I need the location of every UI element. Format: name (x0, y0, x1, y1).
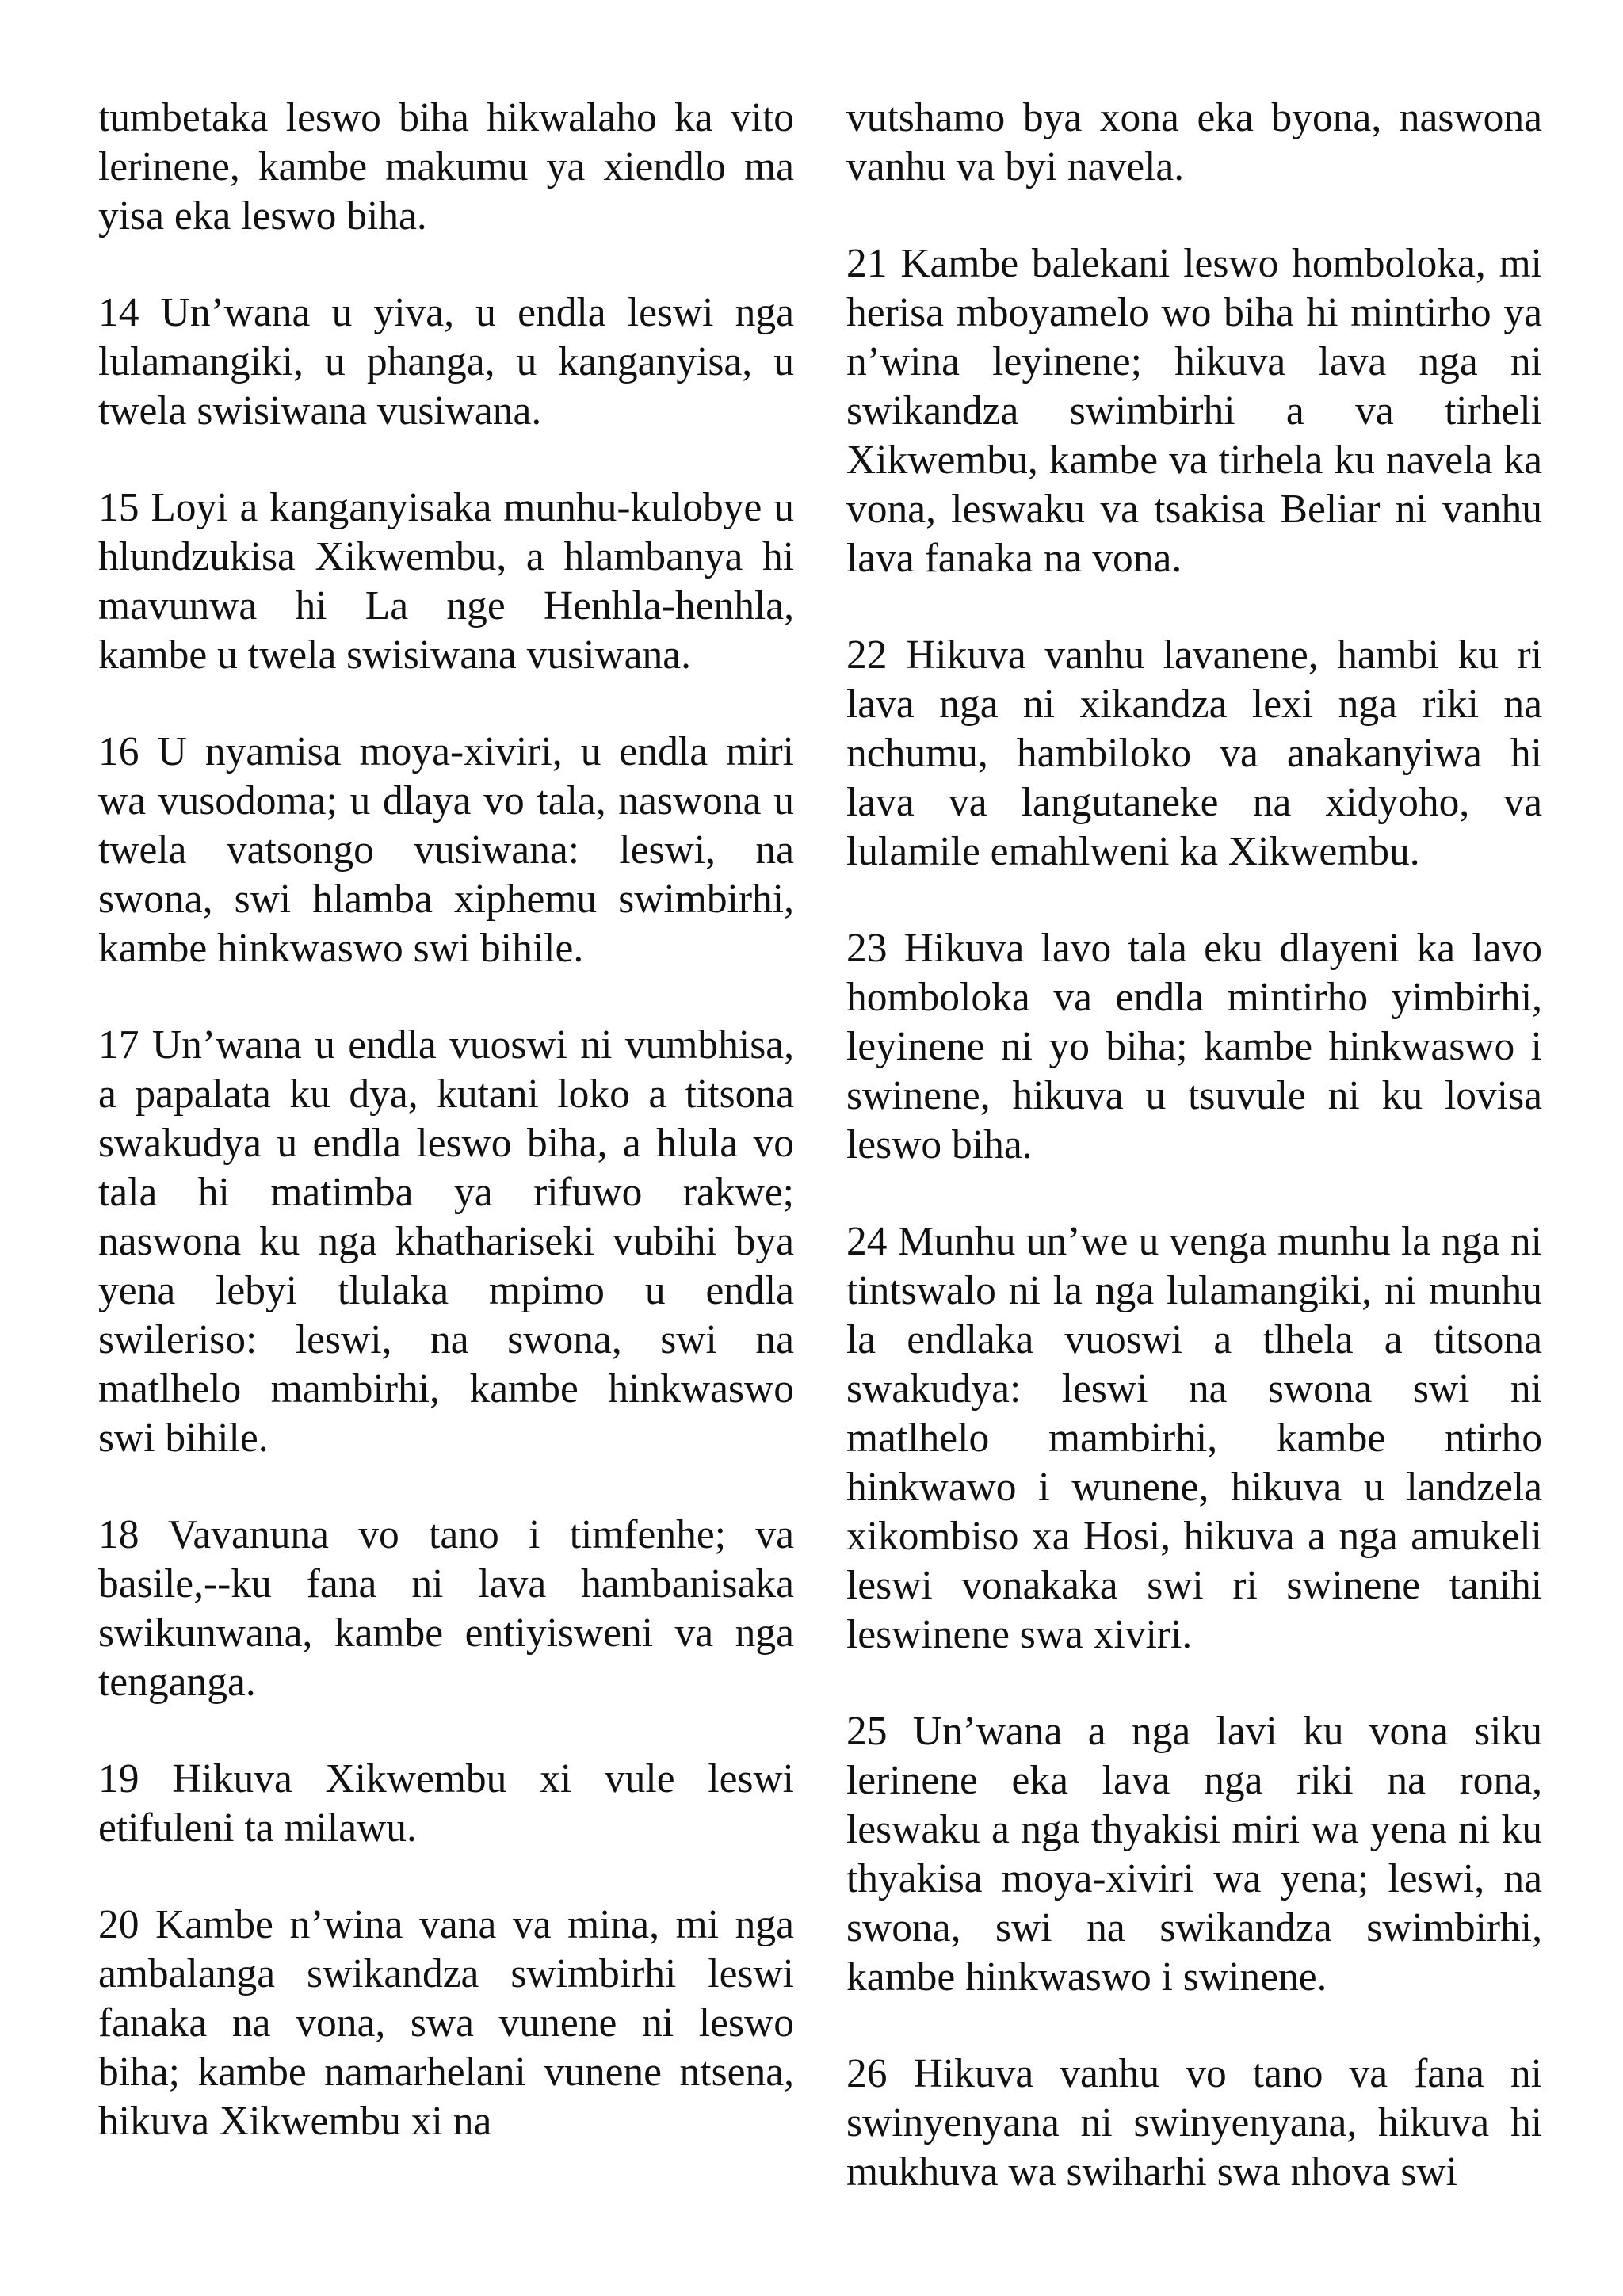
paragraph: 15 Loyi a kanganyisaka munhu-kulobye u hlundzukisa Xikwembu, a hlambanya hi mavunwa hi La nge Henhla-henhla, kambe u twela swisiwana vusiwana. (98, 485, 794, 678)
paragraph: 19 Hikuva Xikwembu xi vule leswi etifuleni ta milawu. (98, 1756, 794, 1851)
paragraph: vutshamo bya xona eka byona, naswona vanhu va byi navela. (846, 95, 1542, 189)
paragraph: 18 Vavanuna vo tano i timfenhe; va basile,--ku fana ni lava hambanisaka swikunwana, kambe entiyisweni va nga tenganga. (98, 1512, 794, 1705)
paragraph: 14 Un’wana u yiva, u endla leswi nga lulamangiki, u phanga, u kanganyisa, u twela swisiwana vusiwana. (98, 290, 794, 434)
paragraph: tumbetaka leswo biha hikwalaho ka vito lerinene, kambe makumu ya xiendlo ma yisa eka leswo biha. (98, 95, 794, 239)
paragraph: 20 Kambe n’wina vana va mina, mi nga ambalanga swikandza swimbirhi leswi fanaka na vona, swa vunene ni leswo biha; kambe namarhelani vunene ntsena, hikuva Xikwembu xi na (98, 1902, 794, 2144)
left-column (98, 94, 794, 2194)
paragraph: 21 Kambe balekani leswo homboloka, mi herisa mboyamelo wo biha hi mintirho ya n’wina leyinene; hikuva lava nga ni swikandza swimbirhi a va tirheli Xikwembu, kambe va tirhela ku navela ka vona, leswaku va tsakisa Beliar ni vanhu lava fanaka na vona. (846, 241, 1542, 581)
paragraph: 22 Hikuva vanhu lavanene, hambi ku ri lava nga ni xikandza lexi nga riki na nchumu, hambiloko va anakanyiwa hi lava va langutaneke na xidyoho, va lulamile emahlweni ka Xikwembu. (846, 632, 1542, 874)
right-column (846, 94, 1542, 2244)
paragraph: 23 Hikuva lavo tala eku dlayeni ka lavo homboloka va endla mintirho yimbirhi, leyinene ni yo biha; kambe hinkwaswo i swinene, hikuva u tsuvule ni ku lovisa leswo biha. (846, 926, 1542, 1167)
paragraph: 24 Munhu un’we u venga munhu la nga ni tintswalo ni la nga lulamangiki, ni munhu la endlaka vuoswi a tlhela a titsona swakudya: leswi na swona swi ni matlhelo mambirhi, kambe ntirho hinkwawo i wunene, hikuva u landzela xikombiso xa Hosi, hikuva a nga amukeli leswi vonakaka swi ri swinene tanihi leswinene swa xiviri. (846, 1219, 1542, 1657)
paragraph: 26 Hikuva vanhu vo tano va fana ni swinyenyana ni swinyenyana, hikuva hi mukhuva wa swiharhi swa nhova swi (846, 2051, 1542, 2195)
paragraph: 25 Un’wana a nga lavi ku vona siku lerinene eka lava nga riki na rona, leswaku a nga thyakisi miri wa yena ni ku thyakisa moya-xiviri wa yena; leswi, na swona, swi na swikandza swimbirhi, kambe hinkwaswo i swinene. (846, 1709, 1542, 2000)
paragraph: 17 Un’wana u endla vuoswi ni vumbhisa, a papalata ku dya, kutani loko a titsona swakudya u endla leswo biha, a hlula vo tala hi matimba ya rifuwo rakwe; naswona ku nga khathariseki vubihi bya yena lebyi tlulaka mpimo u endla swileriso: leswi, na swona, swi na matlhelo mambirhi, kambe hinkwaswo swi bihile. (98, 1022, 794, 1461)
paragraph: 16 U nyamisa moya-xiviri, u endla miri wa vusodoma; u dlaya vo tala, naswona u twela vatsongo vusiwana: leswi, na swona, swi hlamba xiphemu swimbirhi, kambe hinkwaswo swi bihile. (98, 729, 794, 971)
